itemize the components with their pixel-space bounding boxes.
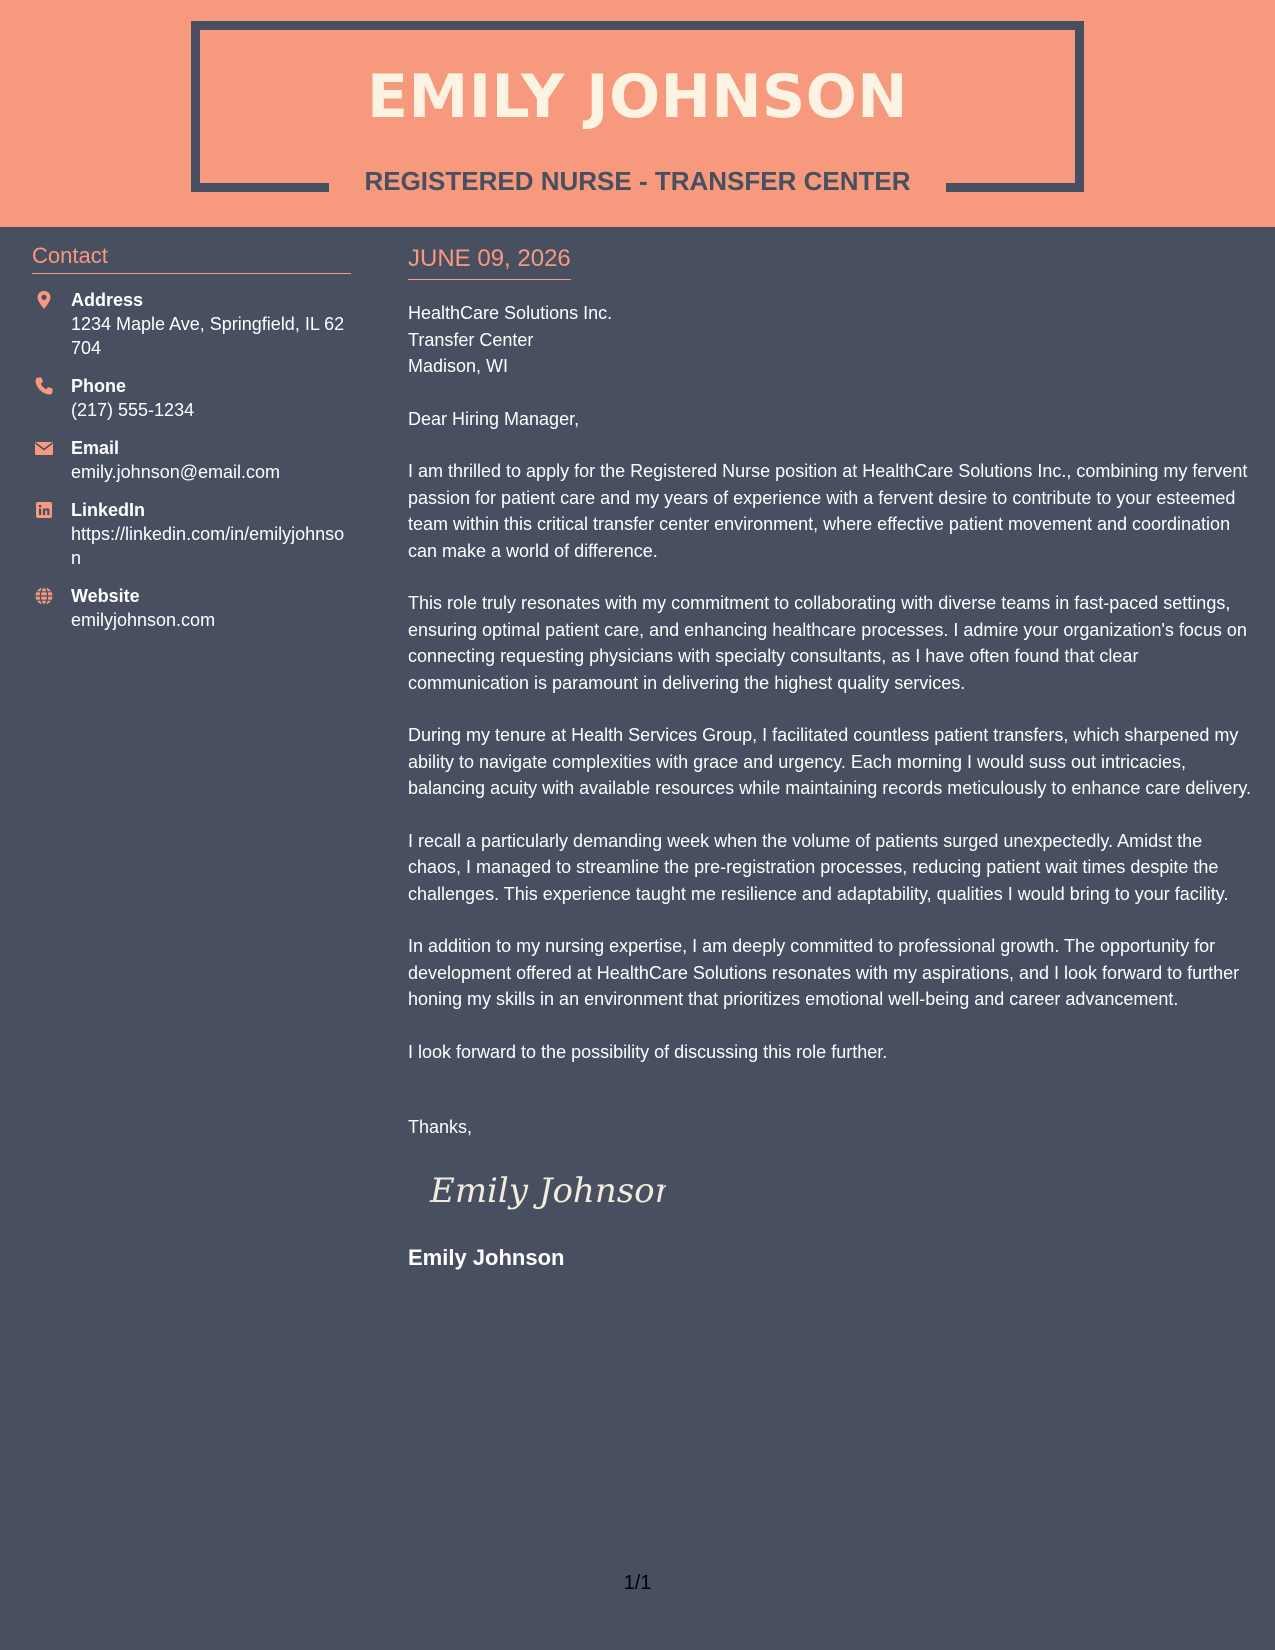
contact-label: Email	[71, 438, 120, 458]
map-pin-icon	[34, 290, 54, 310]
contact-value: 1234 Maple Ave, Springfield, IL 62704	[71, 314, 345, 358]
recipient-department: Transfer Center	[408, 329, 534, 350]
signer-name: Emily Johnson	[408, 1245, 565, 1270]
contact-value[interactable]: emily.johnson@email.com	[71, 462, 281, 482]
paragraph: During my tenure at Health Services Group, I facilitated countless patient transfers, which sharpened my ability to navigate complexities with grace and urgency. Each morning I would suss out intricacies, balancing acuity with available resources while maintaining records meticulously to enhance care delivery.	[408, 725, 1252, 798]
contact-phone	[32, 374, 351, 422]
page-number: 1/1	[623, 1572, 652, 1594]
recipient-block	[408, 300, 1253, 380]
contact-website	[32, 584, 351, 632]
job-title: REGISTERED NURSE - TRANSFER CENTER	[364, 166, 911, 196]
contact-value[interactable]: (217) 555-1234	[71, 400, 195, 420]
contact-label: Phone	[71, 376, 127, 396]
applicant-name: EMILY JOHNSON	[367, 62, 908, 132]
closing: Thanks,	[408, 1117, 473, 1137]
contact-email	[32, 436, 351, 484]
handwritten-signature	[426, 1162, 1253, 1223]
contact-address	[32, 288, 351, 360]
contact-value[interactable]: https://linkedin.com/in/emilyjohnson	[71, 524, 345, 568]
envelope-icon	[34, 438, 54, 458]
header-banner	[0, 0, 1275, 227]
paragraph: I am thrilled to apply for the Registered Nurse position at HealthCare Solutions Inc., combining my fervent passion for patient care and my years of experience with a fervent desire to contribute to your esteemed team within this critical transfer center environment, where effective patient movement and coordination can make a world of difference.	[408, 461, 1248, 561]
paragraph: This role truly resonates with my commitment to collaborating with diverse teams in fast-paced settings, ensuring optimal patient care, and enhancing healthcare processes. I admire your organization's focus on connecting requesting physicians with specialty consultants, as I have often found that clear communication is paramount in delivering the highest quality services.	[408, 593, 1247, 693]
contact-label: Website	[71, 586, 140, 606]
contact-heading: Contact	[32, 243, 351, 274]
contact-label: Address	[71, 290, 144, 310]
signature-text: Emily Johnson	[430, 1171, 666, 1211]
letter-body	[408, 245, 1253, 1271]
linkedin-icon	[34, 500, 54, 520]
salutation: Dear Hiring Manager,	[408, 408, 580, 429]
globe-icon	[34, 586, 54, 606]
paragraph: I look forward to the possibility of discussing this role further.	[408, 1041, 888, 1062]
contact-sidebar	[32, 243, 351, 632]
phone-icon	[34, 376, 54, 396]
contact-linkedin	[32, 498, 351, 570]
paragraph: In addition to my nursing expertise, I am deeply committed to professional growth. The opportunity for development offered at HealthCare Solutions resonates with my aspirations, and I look forward to further honing my skills in an environment that prioritizes emotional well-being and career advancement.	[408, 936, 1240, 1009]
contact-label: LinkedIn	[71, 500, 146, 520]
paragraph: I recall a particularly demanding week when the volume of patients surged unexpectedly. Amidst the chaos, I managed to streamline the pre-registration processes, reducing patient wait times despite the challenges. This experience taught me resilience and adaptability, qualities I would bring to your facility.	[408, 830, 1229, 904]
recipient-company: HealthCare Solutions Inc.	[408, 303, 613, 323]
signature-graphic	[426, 1162, 666, 1218]
recipient-location: Madison, WI	[408, 356, 509, 376]
contact-value[interactable]: emilyjohnson.com	[71, 610, 216, 630]
letter-date: JUNE 09, 2026	[408, 245, 571, 280]
